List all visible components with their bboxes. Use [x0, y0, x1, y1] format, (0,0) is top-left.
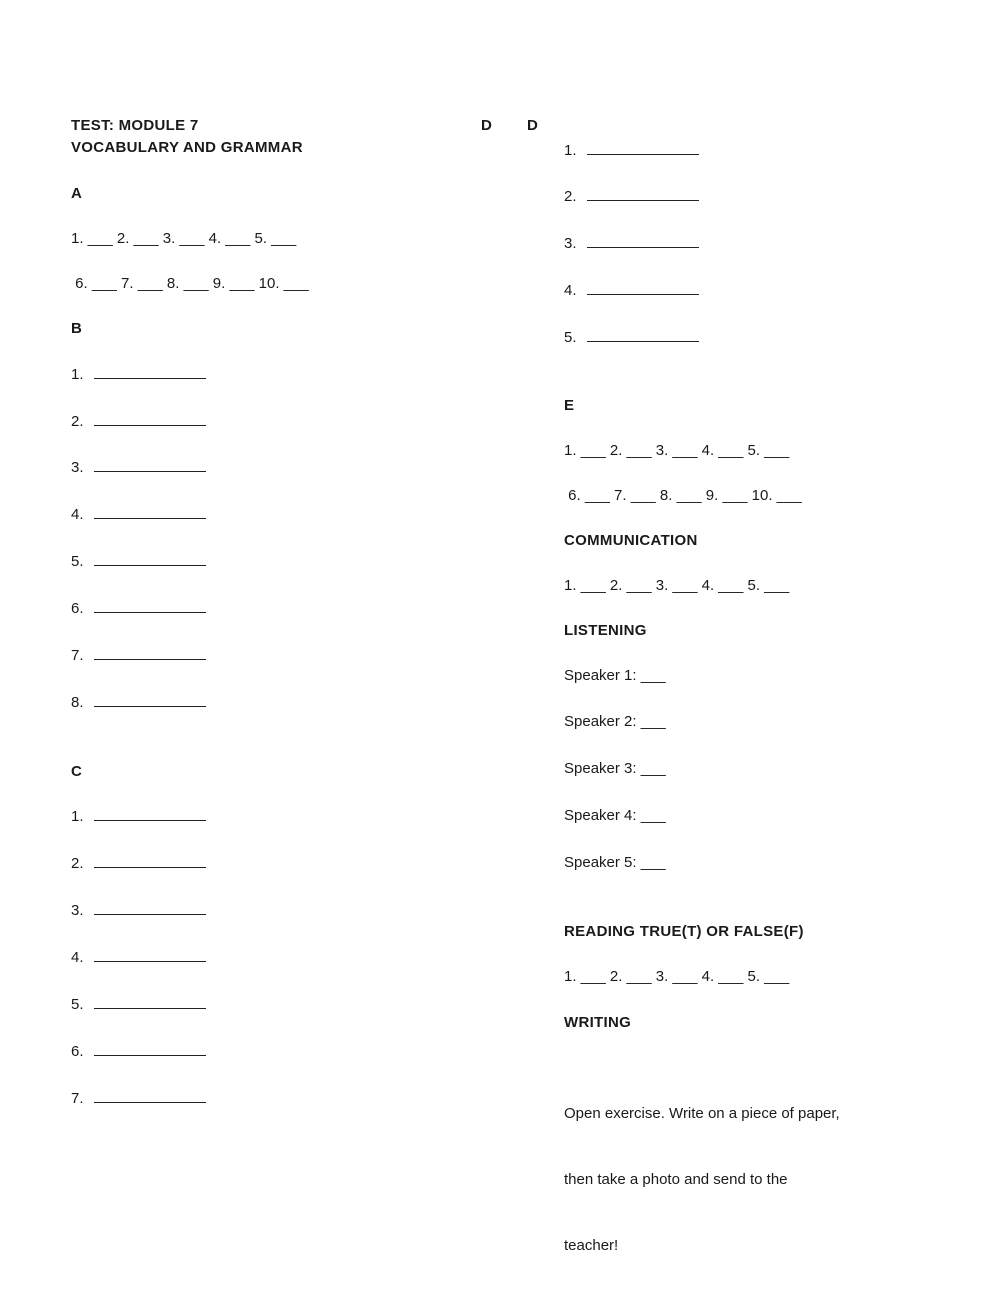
speaker-answer: Speaker 1: ___ — [564, 667, 666, 684]
reading-row: 1. ___ 2. ___ 3. ___ 4. ___ 5. ___ — [564, 968, 790, 985]
answer-line[interactable]: 5. — [71, 552, 206, 571]
section-e-row-1: 1. ___ 2. ___ 3. ___ 4. ___ 5. ___ — [564, 442, 790, 459]
speaker-answer: Speaker 3: ___ — [564, 760, 666, 777]
answer-line[interactable]: 2. — [71, 854, 206, 873]
answer-line[interactable]: 2. — [71, 412, 206, 431]
answer-line[interactable]: 5. — [564, 328, 699, 347]
answer-line[interactable]: 6. — [71, 1042, 206, 1061]
answer-line[interactable]: 7. — [71, 1089, 206, 1108]
answer-line[interactable]: 8. — [71, 693, 206, 712]
writing-line-2: then take a photo and send to the — [564, 1171, 788, 1188]
section-d-heading: D — [527, 117, 539, 134]
writing-heading: WRITING — [564, 1014, 632, 1031]
answer-line[interactable]: 4. — [71, 505, 206, 524]
answer-line[interactable]: 7. — [71, 646, 206, 665]
answer-line[interactable]: 3. — [564, 234, 699, 253]
answer-line[interactable]: 1. — [71, 365, 206, 384]
communication-heading: COMMUNICATION — [564, 532, 698, 549]
answer-line[interactable]: 4. — [71, 948, 206, 967]
section-c-heading: C — [71, 763, 83, 780]
section-b-heading: B — [71, 320, 83, 337]
communication-row: 1. ___ 2. ___ 3. ___ 4. ___ 5. ___ — [564, 577, 790, 594]
answer-line[interactable]: 6. — [71, 599, 206, 618]
answer-line[interactable]: 5. — [71, 995, 206, 1014]
listening-heading: LISTENING — [564, 622, 647, 639]
section-e-row-2: 6. ___ 7. ___ 8. ___ 9. ___ 10. ___ — [564, 487, 802, 504]
section-a-row-2: 6. ___ 7. ___ 8. ___ 9. ___ 10. ___ — [71, 275, 309, 292]
speaker-answer: Speaker 5: ___ — [564, 854, 666, 871]
answer-line[interactable]: 3. — [71, 901, 206, 920]
section-d-marker: D — [481, 117, 493, 134]
answer-line[interactable]: 2. — [564, 187, 699, 206]
answer-line[interactable]: 1. — [71, 807, 206, 826]
writing-line-1: Open exercise. Write on a piece of paper, — [564, 1105, 840, 1122]
answer-line[interactable]: 3. — [71, 458, 206, 477]
speaker-answer: Speaker 4: ___ — [564, 807, 666, 824]
writing-instructions — [564, 1059, 840, 1279]
section-a-row-1: 1. ___ 2. ___ 3. ___ 4. ___ 5. ___ — [71, 230, 297, 247]
answer-line[interactable]: 4. — [564, 281, 699, 300]
reading-heading: READING TRUE(T) OR FALSE(F) — [564, 923, 804, 940]
page-title: TEST: MODULE 7 — [71, 117, 199, 134]
section-a-heading: A — [71, 185, 83, 202]
section-e-heading: E — [564, 397, 575, 414]
writing-line-3: teacher! — [564, 1237, 619, 1254]
page-subtitle: VOCABULARY AND GRAMMAR — [71, 139, 303, 156]
answer-line[interactable]: 1. — [564, 141, 699, 160]
speaker-answer: Speaker 2: ___ — [564, 713, 666, 730]
